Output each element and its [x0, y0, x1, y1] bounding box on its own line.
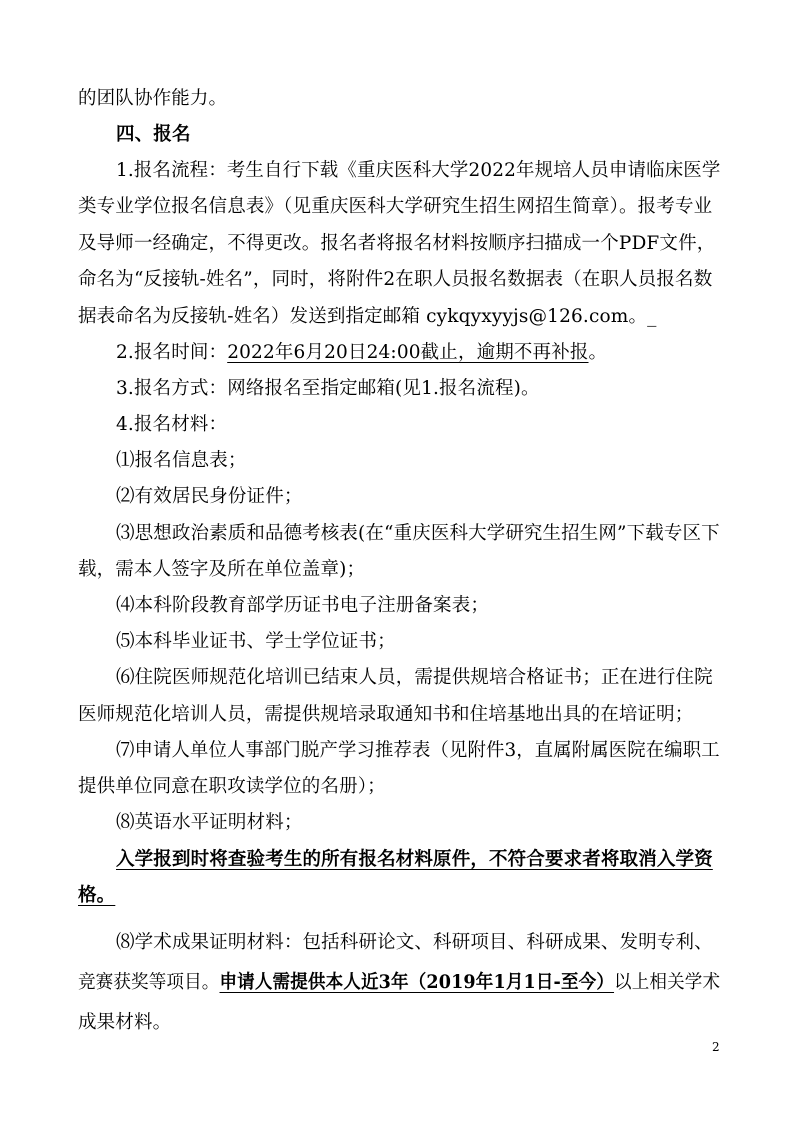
- text-line: 提供单位同意在职攻读学位的名册）；: [78, 776, 386, 797]
- text-line: 载，需本人签字及所在单位盖章)；: [78, 559, 366, 580]
- text-line: 据表命名为反接轨-姓名）发送到指定邮箱 cykqyxyyjs@126.com。_: [78, 306, 657, 327]
- text-line: 及导师一经确定，不得更改。报名者将报名材料按顺序扫描成一个PDF文件，: [78, 233, 716, 254]
- text-line: 1.报名流程：考生自行下载《重庆医科大学2022年规培人员申请临床医学: [116, 160, 721, 181]
- underlined-text: 2022年6月20日24:00截止，逾期不再补报: [227, 342, 589, 363]
- text-segment: 竞赛获奖等项目。: [78, 972, 220, 993]
- section-heading: 四、报名: [116, 124, 191, 145]
- text-line: 类专业学位报名信息表》（见重庆医科大学研究生招生网招生简章）。报考专业: [78, 196, 713, 217]
- list-item: ⑻英语水平证明材料；: [116, 812, 303, 833]
- text-line: 的团队协作能力。: [78, 88, 228, 109]
- page-number: 2: [712, 1040, 720, 1054]
- list-item: ⑻学术成果证明材料：包括科研论文、科研项目、科研成果、发明专利、: [116, 932, 713, 953]
- text-segment: 。: [588, 342, 608, 363]
- text-line: 命名为“反接轨-姓名”，同时，将附件2在职人员报名数据表（在职人员报名数: [78, 269, 713, 290]
- list-item: ⑷本科阶段教育部学历证书电子注册备案表；: [116, 595, 490, 616]
- text-segment: 2.报名时间：: [116, 342, 228, 363]
- text-line: 医师规范化培训人员，需提供规培录取通知书和住培基地出具的在培证明；: [78, 704, 694, 725]
- list-item: ⑵有效居民身份证件；: [116, 486, 303, 507]
- list-item: ⑺申请人单位人事部门脱产学习推荐表（见附件3，直属附属医院在编职工: [116, 740, 720, 761]
- list-item: ⑴报名信息表；: [116, 450, 247, 471]
- notice-text: 入学报到时将查验考生的所有报名材料原件，不符合要求者将取消入学资: [116, 849, 713, 870]
- text-line: [116, 340, 607, 366]
- underlined-text: 申请人需提供本人近3年（2019年1月1日-至今）: [219, 972, 615, 993]
- text-line: 成果材料。: [78, 1012, 172, 1033]
- list-item: ⑶思想政治素质和品德考核表(在“重庆医科大学研究生招生网”下载专区下: [116, 523, 720, 544]
- notice-text: 格。: [78, 885, 116, 906]
- text-line: [78, 970, 720, 996]
- text-line: 4.报名材料：: [116, 414, 228, 435]
- text-line: 3.报名方式：网络报名至指定邮箱(见1.报名流程)。: [116, 378, 540, 399]
- list-item: ⑸本科毕业证书、学士学位证书；: [116, 631, 396, 652]
- text-segment: 以上相关学术: [614, 972, 721, 993]
- list-item: ⑹住院医师规范化培训已结束人员，需提供规培合格证书；正在进行住院: [116, 667, 713, 688]
